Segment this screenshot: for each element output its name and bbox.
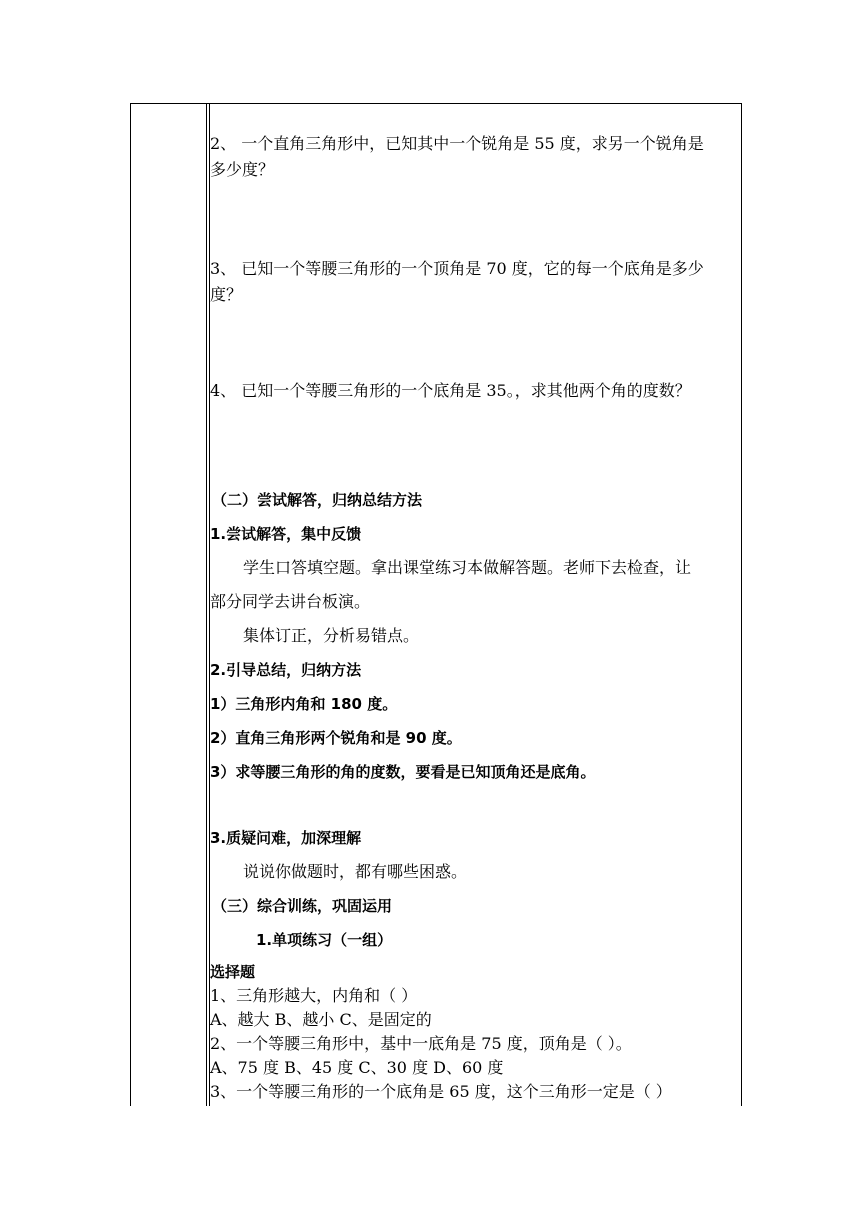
question-2-line-2: 多少度？ [210, 160, 275, 179]
section-2-sub-1: 1.尝试解答，集中反馈 [210, 525, 362, 543]
table-column-divider [206, 103, 207, 1106]
section-3-heading: （三）综合训练，巩固运用 [212, 897, 393, 915]
rule-1: 1）三角形内角和 180 度。 [210, 695, 398, 713]
section-2-sub-3: 3.质疑问难，加深理解 [210, 829, 362, 847]
question-3-line-2: 度？ [210, 285, 243, 304]
rule-2: 2）直角三角形两个锐角和是 90 度。 [210, 729, 462, 747]
question-4: 4、 已知一个等腰三角形的一个底角是 35。，求其他两个角的度数？ [210, 381, 691, 400]
section-2-heading: （二）尝试解答，归纳总结方法 [212, 491, 423, 509]
choice-3-question: 3、一个等腰三角形的一个底角是 65 度，这个三角形一定是（ ） [210, 1082, 672, 1101]
section-3-sub-1: 1.单项练习（一组） [256, 931, 393, 949]
section-2-sub-2: 2.引导总结，归纳方法 [210, 661, 362, 679]
table-top-border [130, 103, 742, 104]
choice-1-options: A、越大 B、越小 C、是固定的 [210, 1010, 432, 1029]
section-2-para-3: 说说你做题时，都有哪些困惑。 [243, 862, 468, 881]
question-3-line-1: 3、 已知一个等腰三角形的一个顶角是 70 度，它的每一个底角是多少 [210, 259, 704, 278]
rule-3: 3）求等腰三角形的角的度数，要看是已知顶角还是底角。 [210, 763, 596, 781]
question-2-line-1: 2、 一个直角三角形中，已知其中一个锐角是 55 度，求另一个锐角是 [210, 134, 704, 153]
table-left-border [130, 103, 131, 1106]
choice-1-question: 1、三角形越大，内角和（ ） [210, 986, 418, 1005]
section-2-para-1-line-1: 学生口答填空题。拿出课堂练习本做解答题。老师下去检查，让 [243, 558, 692, 577]
section-2-para-2: 集体订正，分析易错点。 [243, 626, 420, 645]
section-2-para-1-line-2: 部分同学去讲台板演。 [210, 592, 371, 611]
choice-2-question: 2、一个等腰三角形中，基中一底角是 75 度，顶角是（ ）。 [210, 1034, 632, 1053]
table-right-border [741, 103, 742, 1106]
choice-title: 选择题 [210, 963, 256, 981]
choice-2-options: A、75 度 B、45 度 C、30 度 D、60 度 [210, 1058, 504, 1077]
